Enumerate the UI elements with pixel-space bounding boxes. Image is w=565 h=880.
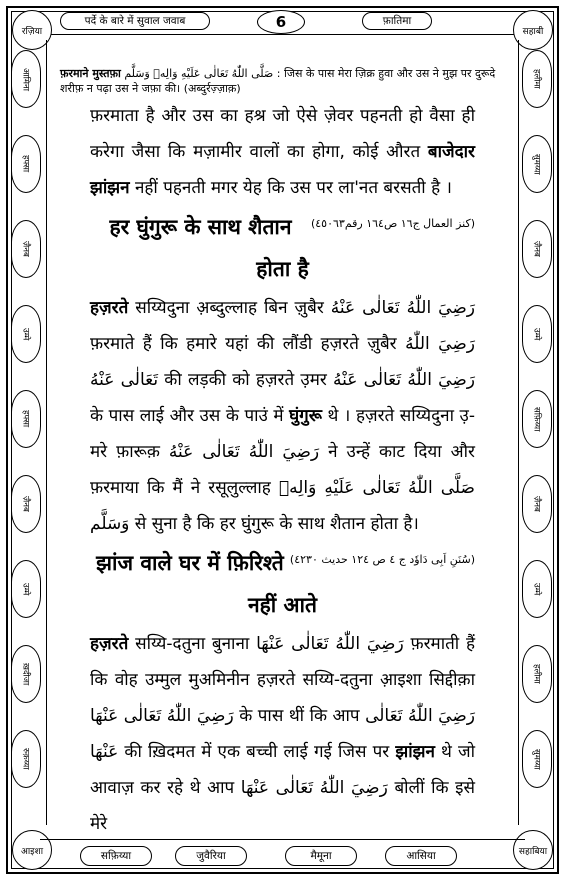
header-note-ref: (अब्दुर्रज़्ज़ाक़) (183, 82, 241, 95)
paragraph-2-text: सय्यिदुना अ़ब्दुल्लाह बिन ज़ुबैर رَضِيَ اللّٰهُ تَعَالٰی عَنْهُ फ़रमाते हैं कि हमारे यहां की लौंडी हज़रते ज़ुबैर رَضِيَ اللّٰهُ تَعَالٰی عَنْهُ की लड़की को हज़रते उ़मर رَضِيَ اللّٰهُ تَعَالٰی عَنْهُ के पास लाई और उस के पाउं में (90, 298, 475, 426)
side-medal: आमिना (11, 50, 41, 108)
reference-2: (سُنَنِ اَبِی دَاوٗد ج ٤ ص ١٢٤ حدیث ٤٢٣٠) (289, 553, 475, 566)
side-medal: ज़ैनब (522, 475, 552, 533)
header-note-text: : जिस के पास मेरा ज़िक्र हुवा और उस ने मुझ पर दुरूदे शरीफ़ न पढ़ा उस ने जफ़ा की। (60, 67, 496, 95)
right-side-border (518, 40, 557, 825)
corner-top-left: रज़िया (12, 10, 52, 50)
side-medal: सुमय्या (522, 135, 552, 193)
paragraph-3-bold-2: झांझन (395, 742, 435, 762)
left-side-border (8, 40, 47, 825)
heading-1: हर घुंगुरू के साथ शैतान होता है (109, 215, 309, 281)
side-medal: उम्मे (11, 560, 41, 618)
side-medal: हफ्सा (11, 135, 41, 193)
bottom-label: सफ़िय्या (80, 846, 152, 866)
bottom-label: आसिया (385, 846, 457, 866)
header-note-arabic: صَلَّى اللّٰهُ تَعَالٰی عَلَيْهِ وَالِهٖ وَسَلَّم (124, 67, 274, 80)
side-medal: ज़ैनब (11, 220, 41, 278)
main-content (90, 98, 475, 842)
paragraph-3 (90, 626, 475, 842)
book-title: पर्दे के बारे में सुवाल जवाब (60, 12, 210, 30)
corner-bottom-left: आइशा (12, 830, 52, 870)
paragraph-1 (90, 98, 476, 230)
side-medal: उम्मे (11, 305, 41, 363)
side-medal: हफ्सा (11, 390, 41, 448)
paragraph-2-bold: हज़रते (90, 298, 129, 318)
side-medal: उम्मे (522, 305, 552, 363)
side-medal: रुक़य्या (11, 730, 41, 788)
side-medal: हलीमा (522, 50, 552, 108)
paragraph-2-bold-2: घुंगुरू (289, 406, 322, 426)
header-note-label: फ़रमाने मुस्तफ़ा (60, 67, 121, 80)
side-medal: सुमय्या (522, 730, 552, 788)
corner-bottom-right: सहाबिया (513, 830, 553, 870)
paragraph-1-text: फ़रमाता है और उस का हश्र जो ऐसे ज़ेवर पहनती हो वैसा ही करेगा जैसा कि मज़ामीर वालों का होगा, कोई औरत (90, 106, 475, 162)
top-right-label: फ़ातिमा (362, 12, 432, 30)
bottom-label: मैमूना (285, 846, 357, 866)
side-medal: ज़ैनब (11, 475, 41, 533)
side-medal: सफ़िय्या (522, 390, 552, 448)
paragraph-1-bold: बाजेदार झांझन (90, 142, 476, 198)
top-bar (40, 10, 525, 35)
heading-2: झांज वाले घर में फ़िरिश्ते नहीं आते (96, 551, 317, 617)
paragraph-3-text-b: थे जो आवाज़ कर रहे थे आप رَضِيَ اللّٰهُ تَعَالٰی عَنْهَا बोलीं कि इसे मेरे (90, 742, 475, 834)
reference-1: (كنز العمال ج١٦ ص١٦٤ رقم٤٥٠٦٣) (310, 217, 475, 230)
bottom-label: जुवैरिया (175, 846, 247, 866)
header-note (60, 66, 505, 96)
side-medal: उम्मे (522, 560, 552, 618)
page-number: 6 (257, 10, 305, 34)
corner-top-right: सहाबी (513, 10, 553, 50)
paragraph-1-end: नहीं पहनती मगर येह कि उस पर ला'नत बरसती है । (129, 178, 452, 198)
bottom-bar (40, 839, 525, 870)
paragraph-3-text: सय्यि-दतुना बुनाना رَضِيَ اللّٰهُ تَعَالٰی عَنْهَا फ़रमाती हैं कि वोह उम्मुल मुअमिनीन हज़रते सय्यि-दतुना आ़इशा सिद्दीक़ा رَضِيَ اللّٰهُ تَعَالٰی عَنْهَا के पास थीं कि आप رَضِيَ اللّٰهُ تَعَالٰی عَنْهَا की ख़िदमत में एक बच्ची लाई गई जिस पर (90, 634, 476, 762)
paragraph-2 (90, 290, 475, 566)
side-medal: हलीमा (522, 645, 552, 703)
paragraph-2-text-b: थे । हज़रते सय्यिदुना उ़-मरे फ़ारूक़ رَضِيَ اللّٰهُ تَعَالٰی عَنْهُ ने उन्हें काट दिया और फ़रमाया कि मैं ने रसूलुल्लाह صَلَّى اللّٰهُ تَعَالٰی عَلَيْهِ وَالِهٖ وَسَلَّم से सुना है कि हर घुंगुरू के साथ शैतान होता है। (90, 406, 475, 534)
side-medal: ज़ैनब (522, 220, 552, 278)
paragraph-3-bold: हज़रते (90, 634, 129, 654)
side-medal: ख़दीजा (11, 645, 41, 703)
